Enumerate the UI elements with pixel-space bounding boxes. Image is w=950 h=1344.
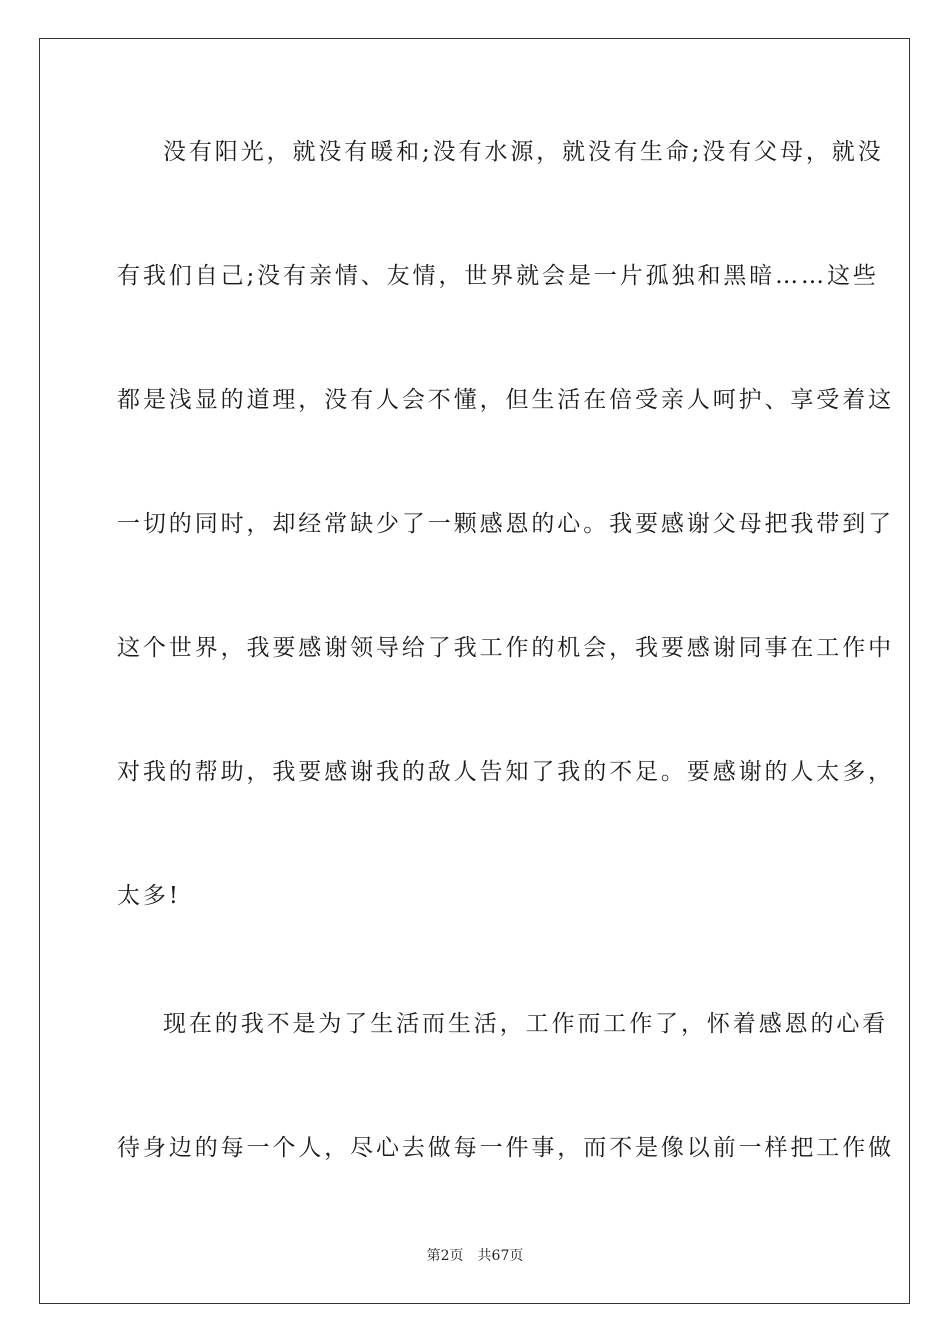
paragraph-1-line-3: 都是浅显的道理，没有人会不懂，但生活在倍受亲人呵护、享受着这 bbox=[117, 387, 894, 413]
paragraph-1-line-5: 这个世界，我要感谢领导给了我工作的机会，我要感谢同事在工作中 bbox=[117, 635, 894, 661]
paragraph-1-line-1: 没有阳光，就没有暖和;没有水源，就没有生命;没有父母，就没 bbox=[163, 139, 884, 165]
total-pages-label: 共67页 bbox=[477, 1248, 524, 1264]
page-border bbox=[39, 38, 910, 1304]
paragraph-1-line-4: 一切的同时，却经常缺少了一颗感恩的心。我要感谢父母把我带到了 bbox=[117, 511, 894, 537]
page-footer bbox=[0, 1247, 950, 1265]
paragraph-1-line-2: 有我们自己;没有亲情、友情，世界就会是一片孤独和黑暗……这些 bbox=[117, 263, 879, 289]
paragraph-1-line-6: 对我的帮助，我要感谢我的敌人告知了我的不足。要感谢的人太多， bbox=[117, 759, 894, 785]
current-page-label: 第2页 bbox=[426, 1248, 464, 1264]
paragraph-2-line-2: 待身边的每一个人，尽心去做每一件事，而不是像以前一样把工作做 bbox=[117, 1135, 894, 1161]
paragraph-2-line-1: 现在的我不是为了生活而生活，工作而工作了，怀着感恩的心看 bbox=[163, 1011, 889, 1037]
paragraph-1-line-7: 太多! bbox=[117, 883, 181, 909]
